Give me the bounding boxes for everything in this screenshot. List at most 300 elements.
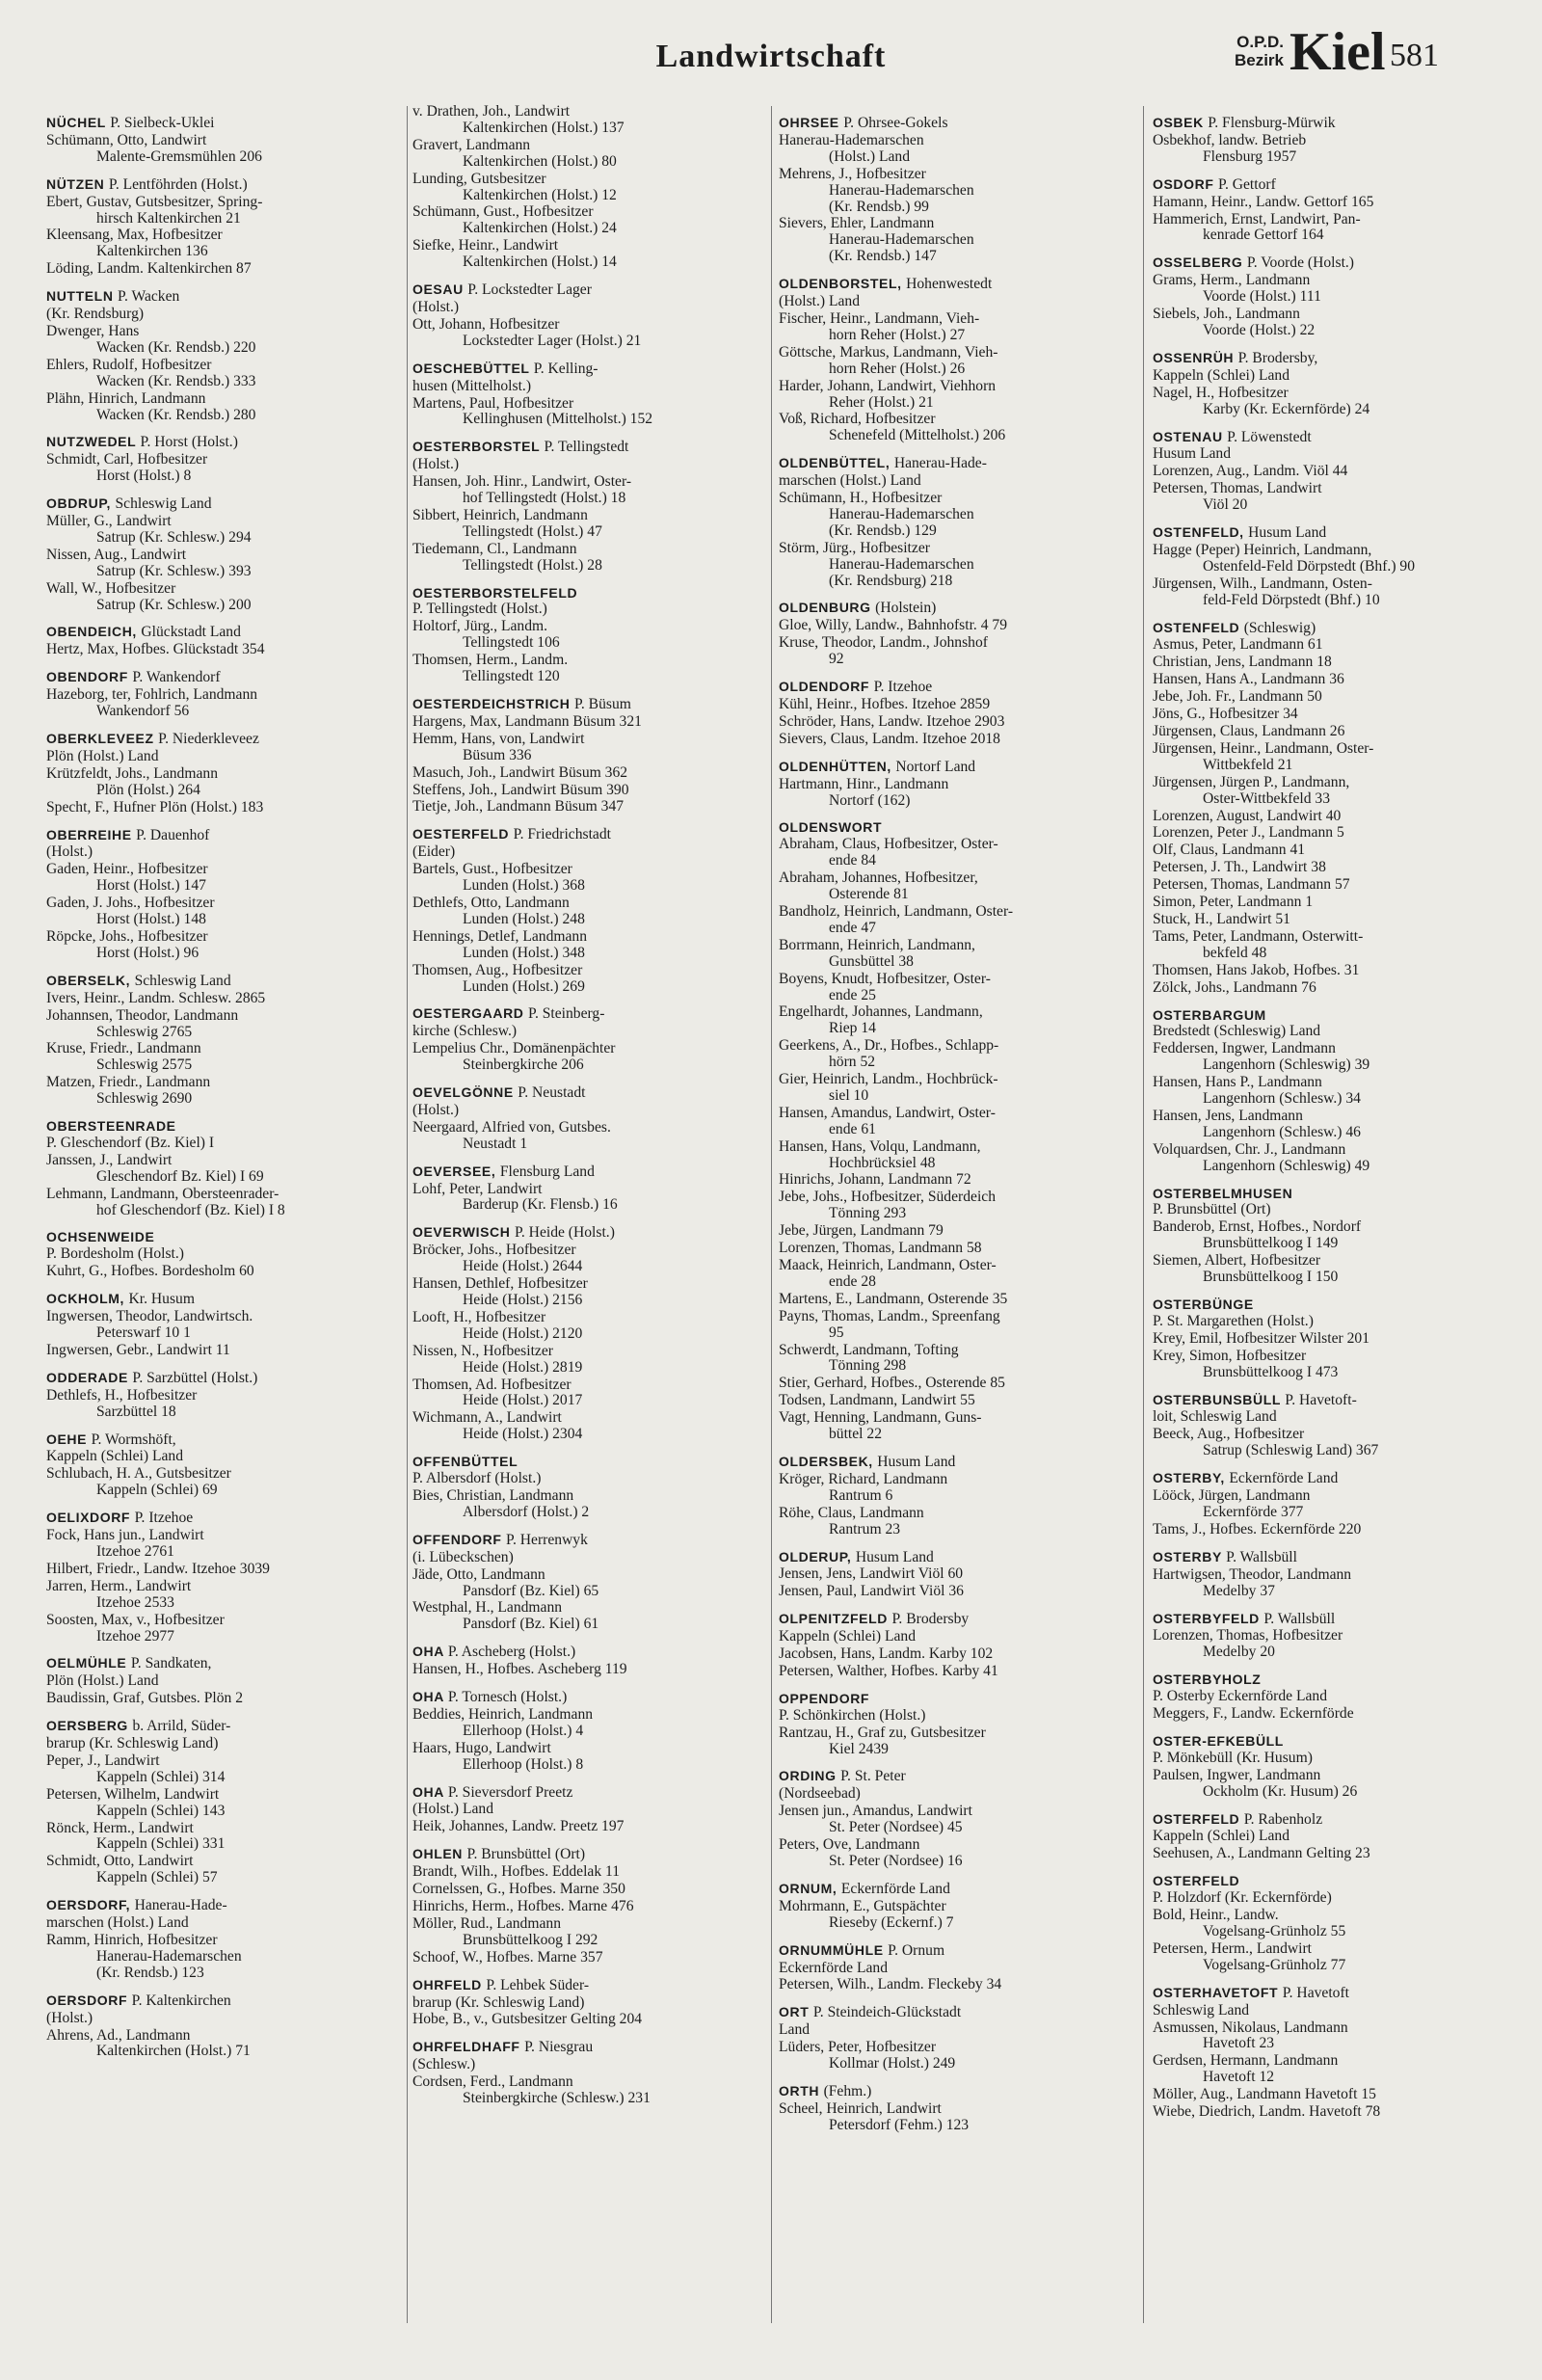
entry-name-line: Möller, Rud., Landmann bbox=[412, 1915, 561, 1932]
directory-entry bbox=[412, 1882, 769, 1898]
entry-name-line: Ott, Johann, Hofbesitzer bbox=[412, 316, 560, 333]
entry-continuation-line: Lunden (Holst.) 348 bbox=[463, 945, 585, 961]
place-heading bbox=[1153, 429, 1517, 446]
entry-name-line: Meggers, F., Landw. Eckernförde bbox=[1153, 1706, 1354, 1723]
place-name: ORTH bbox=[779, 2082, 820, 2099]
directory-entry bbox=[779, 1072, 1143, 1105]
directory-entry bbox=[1153, 368, 1517, 385]
entry-name-line: Lorenzen, August, Landwirt 40 bbox=[1153, 808, 1342, 824]
directory-entry bbox=[412, 929, 769, 962]
entry-name-line: Baudissin, Graf, Gutsbes. Plön 2 bbox=[46, 1691, 244, 1707]
place-name: OSTENFELD, bbox=[1153, 524, 1244, 541]
entry-name-line: Sibbert, Heinrich, Landmann bbox=[412, 507, 588, 523]
entry-name-line: Specht, F., Hufner Plön (Holst.) 183 bbox=[46, 799, 264, 816]
place-postal-detail: P. Wacken bbox=[118, 288, 180, 306]
entry-name-line: Boyens, Knudt, Hofbesitzer, Oster- bbox=[779, 971, 991, 987]
entry-name-line: Kruse, Theodor, Landm., Johnshof bbox=[779, 635, 988, 652]
entry-name-line: marschen (Holst.) Land bbox=[46, 1915, 189, 1932]
page-header bbox=[0, 21, 1542, 89]
directory-entry bbox=[1153, 1890, 1517, 1907]
directory-entry bbox=[412, 765, 769, 782]
entry-continuation-line: Horst (Holst.) 96 bbox=[96, 945, 199, 961]
entry-continuation-line: Gunsbüttel 38 bbox=[829, 953, 914, 970]
entry-name-line: Land bbox=[779, 2022, 811, 2039]
directory-entry bbox=[1153, 741, 1517, 774]
entry-name-line: Hargens, Max, Landmann Büsum 321 bbox=[412, 713, 642, 730]
place-postal-detail: P. Lockstedter Lager bbox=[467, 281, 592, 299]
directory-entry bbox=[412, 1120, 769, 1153]
place-name: OBERKLEVEEZ bbox=[46, 731, 154, 746]
entry-continuation-line: Eckernförde 377 bbox=[1203, 1504, 1304, 1520]
directory-entry bbox=[1153, 2104, 1517, 2121]
entry-continuation-line: Schleswig 2690 bbox=[96, 1091, 193, 1108]
place-heading bbox=[412, 2039, 769, 2056]
place-heading bbox=[779, 455, 1143, 472]
place-name: OSTENFELD bbox=[1153, 619, 1240, 635]
entry-continuation-line: büttel 22 bbox=[829, 1427, 883, 1443]
place-postal-detail: P. Ohrsee-Gokels bbox=[843, 115, 948, 131]
place-postal-detail: P. Itzehoe bbox=[134, 1510, 194, 1527]
entry-continuation-line: Havetoft 23 bbox=[1203, 2036, 1275, 2052]
directory-entry bbox=[779, 1506, 1143, 1538]
entry-continuation-line: horn Reher (Holst.) 27 bbox=[829, 327, 966, 343]
directory-entry bbox=[1153, 481, 1517, 514]
place-postal-detail: P. Rabenholz bbox=[1243, 1810, 1323, 1828]
entry-name-line: Ahrens, Ad., Landmann bbox=[46, 2027, 191, 2044]
directory-entry bbox=[1153, 1109, 1517, 1141]
entry-name-line: Petersen, Thomas, Landwirt bbox=[1153, 481, 1322, 497]
place-name: OESTERFELD bbox=[412, 826, 510, 842]
place-name: OSTER-EFKEBÜLL bbox=[1153, 1732, 1284, 1749]
directory-entry bbox=[46, 1246, 403, 1263]
directory-entry bbox=[46, 1821, 403, 1854]
entry-continuation-line: Horst (Holst.) 8 bbox=[96, 468, 192, 485]
entry-continuation-line: ende 84 bbox=[829, 853, 876, 869]
directory-entry bbox=[412, 1377, 769, 1410]
directory-entry bbox=[779, 1172, 1143, 1189]
directory-entry bbox=[1153, 1409, 1517, 1426]
entry-name-line: Hansen, Dethlef, Hofbesitzer bbox=[412, 1276, 588, 1293]
directory-entry bbox=[779, 777, 1143, 810]
entry-continuation-line: Wacken (Kr. Rendsb.) 280 bbox=[96, 407, 256, 423]
entry-name-line: Soosten, Max, v., Hofbesitzer bbox=[46, 1612, 225, 1628]
place-postal-detail: (Fehm.) bbox=[823, 2082, 872, 2099]
place-name: OSDORF bbox=[1153, 175, 1214, 192]
place-postal-detail: P. Steinberg- bbox=[528, 1005, 605, 1023]
entry-name-line: (Holst.) Land bbox=[779, 294, 861, 310]
place-heading bbox=[1153, 1007, 1517, 1024]
directory-entry bbox=[779, 473, 1143, 490]
place-postal-detail: P. Kelling- bbox=[533, 360, 598, 377]
place-heading bbox=[779, 276, 1143, 293]
directory-entry bbox=[779, 1725, 1143, 1758]
directory-entry bbox=[46, 1736, 403, 1752]
place-name: OSTERBYHOLZ bbox=[1153, 1671, 1262, 1688]
directory-entry bbox=[46, 1041, 403, 1074]
directory-entry bbox=[412, 1550, 769, 1566]
entry-name-line: Hammerich, Ernst, Landwirt, Pan- bbox=[1153, 211, 1361, 227]
directory-entry bbox=[412, 508, 769, 541]
opd-line-1: O.P.D. bbox=[1236, 33, 1284, 51]
entry-name-line: Hamann, Heinr., Landw. Gettorf 165 bbox=[1153, 194, 1374, 210]
entry-continuation-line: Kiel 2439 bbox=[829, 1741, 889, 1757]
place-heading bbox=[1153, 1392, 1517, 1409]
directory-entry bbox=[46, 800, 403, 816]
place-name: OLDENHÜTTEN, bbox=[779, 758, 891, 774]
directory-entry bbox=[1153, 860, 1517, 876]
entry-name-line: Dethlefs, H., Hofbesitzer bbox=[46, 1387, 198, 1404]
entry-name-line: Rönck, Herm., Landwirt bbox=[46, 1820, 194, 1836]
place-name: OFFENBÜTTEL bbox=[412, 1454, 518, 1470]
place-name: OBERSTEENRADE bbox=[46, 1118, 176, 1135]
directory-entry bbox=[412, 2074, 769, 2107]
entry-continuation-line: horn Reher (Holst.) 26 bbox=[829, 361, 966, 377]
directory-entry bbox=[1153, 963, 1517, 979]
place-postal-detail: P. Heide (Holst.) bbox=[514, 1224, 615, 1242]
entry-name-line: Ebert, Gustav, Gutsbesitzer, Spring- bbox=[46, 194, 263, 210]
entry-name-line: Ramm, Hinrich, Hofbesitzer bbox=[46, 1933, 218, 1948]
directory-entry bbox=[1153, 2053, 1517, 2086]
entry-name-line: v. Drathen, Joh., Landwirt bbox=[412, 104, 571, 120]
directory-entry bbox=[779, 1899, 1143, 1932]
directory-entry bbox=[412, 138, 769, 171]
directory-entry bbox=[779, 697, 1143, 713]
entry-continuation-line: Lunden (Holst.) 269 bbox=[463, 978, 585, 995]
entry-name-line: Husum Land bbox=[1153, 446, 1231, 463]
directory-entry bbox=[412, 474, 769, 507]
directory-entry bbox=[779, 1566, 1143, 1583]
entry-continuation-line: Tellingstedt (Holst.) 47 bbox=[463, 523, 602, 540]
place-heading bbox=[1153, 254, 1517, 272]
directory-entry bbox=[1153, 273, 1517, 306]
entry-continuation-line: Steinbergkirche 206 bbox=[463, 1057, 584, 1074]
entry-name-line: (Holst.) bbox=[412, 1102, 460, 1118]
place-postal-detail: P. Havetoft- bbox=[1285, 1391, 1357, 1408]
entry-name-line: Hilbert, Friedr., Landw. Itzehoe 3039 bbox=[46, 1561, 270, 1577]
place-name: OSTERFELD bbox=[1153, 1810, 1240, 1827]
place-heading bbox=[412, 585, 769, 602]
directory-entry bbox=[46, 2028, 403, 2061]
place-heading bbox=[1153, 1611, 1517, 1628]
directory-entry bbox=[412, 1741, 769, 1774]
directory-entry bbox=[779, 1646, 1143, 1663]
entry-name-line: Stier, Gerhard, Hofbes., Osterende 85 bbox=[779, 1376, 1005, 1392]
entry-continuation-line: Heide (Holst.) 2819 bbox=[463, 1359, 583, 1376]
place-heading bbox=[46, 1431, 403, 1449]
entry-name-line: Sievers, Ehler, Landmann bbox=[779, 216, 935, 232]
entry-name-line: P. Mönkebüll (Kr. Husum) bbox=[1153, 1750, 1313, 1766]
entry-continuation-line: Riep 14 bbox=[829, 1021, 876, 1037]
entry-continuation-line: ende 28 bbox=[829, 1273, 876, 1290]
directory-entry bbox=[412, 799, 769, 816]
directory-entry bbox=[412, 862, 769, 895]
entry-name-line: Bartels, Gust., Hofbesitzer bbox=[412, 862, 572, 878]
directory-entry bbox=[1153, 446, 1517, 463]
entry-name-line: Schümann, Otto, Landwirt bbox=[46, 132, 207, 148]
place-heading bbox=[412, 1454, 769, 1470]
place-heading bbox=[779, 819, 1143, 836]
entry-continuation-line: Kellinghusen (Mittelholst.) 152 bbox=[463, 412, 653, 428]
entry-continuation-line: Hochbrücksiel 48 bbox=[829, 1155, 936, 1171]
entry-name-line: Asmussen, Nikolaus, Landmann bbox=[1153, 2019, 1348, 2036]
directory-entry bbox=[412, 1864, 769, 1881]
place-name: OSTERBARGUM bbox=[1153, 1006, 1266, 1023]
place-postal-detail: P. Havetoft bbox=[1282, 1984, 1349, 2001]
directory-entry bbox=[46, 1388, 403, 1421]
place-name: OSTERHAVETOFT bbox=[1153, 1984, 1279, 2000]
directory-entry bbox=[46, 1187, 403, 1219]
directory-entry bbox=[779, 1708, 1143, 1725]
entry-name-line: Gravert, Landmann bbox=[412, 137, 531, 153]
entry-name-line: Martens, E., Landmann, Osterende 35 bbox=[779, 1291, 1008, 1307]
place-postal-detail: Hanerau-Hade- bbox=[134, 1897, 227, 1914]
place-postal-detail: Eckernförde Land bbox=[840, 1880, 950, 1897]
place-postal-detail: P. Wankendorf bbox=[132, 669, 221, 686]
directory-entry bbox=[1153, 543, 1517, 575]
entry-name-line: Kühl, Heinr., Hofbes. Itzehoe 2859 bbox=[779, 697, 991, 712]
entry-name-line: Bandholz, Heinrich, Landmann, Oster- bbox=[779, 903, 1014, 920]
place-name: OEVELGÖNNE bbox=[412, 1084, 514, 1101]
directory-entry bbox=[779, 1977, 1143, 1993]
entry-name-line: Harder, Johann, Landwirt, Viehhorn bbox=[779, 378, 997, 394]
place-postal-detail: P. Niederkleveez bbox=[158, 731, 259, 747]
place-postal-detail: P. Neustadt bbox=[518, 1084, 586, 1102]
directory-entry bbox=[412, 172, 769, 204]
directory-entry bbox=[46, 1613, 403, 1645]
place-postal-detail: P. Büsum bbox=[573, 696, 631, 712]
place-postal-detail: P. Lehbek Süder- bbox=[486, 1976, 590, 1993]
directory-entry bbox=[412, 457, 769, 473]
entry-name-line: Hobe, B., v., Gutsbesitzer Gelting 204 bbox=[412, 2012, 643, 2028]
directory-entry bbox=[412, 714, 769, 731]
entry-continuation-line: Satrup (Kr. Schlesw.) 200 bbox=[96, 597, 252, 613]
entry-name-line: Thomsen, Ad. Hofbesitzer bbox=[412, 1377, 572, 1393]
entry-continuation-line: Satrup (Schleswig Land) 367 bbox=[1203, 1443, 1379, 1459]
directory-entry bbox=[1153, 655, 1517, 671]
place-name: OBENDEICH, bbox=[46, 624, 137, 640]
entry-continuation-line: Oster-Wittbekfeld 33 bbox=[1203, 790, 1330, 807]
place-name: OESCHEBÜTTEL bbox=[412, 360, 530, 376]
entry-name-line: Masuch, Joh., Landwirt Büsum 362 bbox=[412, 764, 628, 781]
place-name: OBENDORF bbox=[46, 669, 128, 685]
entry-name-line: Lempelius Chr., Domänenpächter bbox=[412, 1041, 616, 1057]
entry-continuation-line: (Kr. Rendsb.) 129 bbox=[829, 522, 937, 539]
place-heading bbox=[46, 1291, 403, 1308]
entry-name-line: Bredstedt (Schleswig) Land bbox=[1153, 1024, 1321, 1040]
entry-name-line: Lööck, Jürgen, Landmann bbox=[1153, 1488, 1311, 1505]
entry-name-line: Hemm, Hans, von, Landwirt bbox=[412, 731, 585, 747]
entry-name-line: Thomsen, Aug., Hofbesitzer bbox=[412, 962, 583, 978]
directory-entry bbox=[1153, 1706, 1517, 1723]
directory-entry bbox=[46, 581, 403, 614]
place-postal-detail: P. Tornesch (Holst.) bbox=[447, 1689, 568, 1706]
directory-entry bbox=[1153, 672, 1517, 688]
directory-entry bbox=[412, 1899, 769, 1915]
entry-name-line: Lohf, Peter, Landwirt bbox=[412, 1181, 543, 1197]
entry-continuation-line: siel 10 bbox=[829, 1087, 869, 1104]
entry-name-line: Dethlefs, Otto, Landmann bbox=[412, 895, 570, 911]
directory-entry bbox=[412, 619, 769, 652]
entry-name-line: Holtorf, Jürg., Landm. bbox=[412, 619, 548, 635]
entry-name-line: Petersen, Wilhelm, Landwirt bbox=[46, 1786, 220, 1803]
place-name: OHRFELDHAFF bbox=[412, 2039, 520, 2055]
directory-entry bbox=[779, 294, 1143, 310]
entry-name-line: Matzen, Friedr., Landmann bbox=[46, 1075, 211, 1091]
entry-name-line: Siemen, Albert, Hofbesitzer bbox=[1153, 1253, 1321, 1270]
entry-name-line: Plähn, Hinrich, Landmann bbox=[46, 390, 206, 407]
directory-entry bbox=[46, 991, 403, 1007]
entry-continuation-line: Hanerau-Hademarschen bbox=[829, 556, 974, 573]
entry-name-line: Gaden, J. Johs., Hofbesitzer bbox=[46, 896, 215, 912]
place-postal-detail: Hanerau-Hade- bbox=[893, 455, 987, 472]
directory-entry bbox=[779, 345, 1143, 378]
entry-name-line: Schleswig Land bbox=[1153, 2002, 1250, 2019]
entry-continuation-line: Heide (Holst.) 2017 bbox=[463, 1393, 583, 1409]
place-heading bbox=[779, 759, 1143, 776]
entry-name-line: Seehusen, A., Landmann Gelting 23 bbox=[1153, 1846, 1370, 1862]
entry-name-line: Kleensang, Max, Hofbesitzer bbox=[46, 227, 223, 244]
directory-entry bbox=[1153, 1908, 1517, 1940]
directory-entry bbox=[1153, 637, 1517, 654]
entry-continuation-line: Kaltenkirchen (Holst.) 137 bbox=[463, 120, 625, 136]
entry-continuation-line: hof Tellingstedt (Holst.) 18 bbox=[463, 491, 626, 507]
place-heading bbox=[412, 1005, 769, 1023]
directory-entry bbox=[779, 904, 1143, 937]
place-heading bbox=[1153, 1549, 1517, 1566]
entry-name-line: Schmidt, Carl, Hofbesitzer bbox=[46, 452, 208, 468]
entry-name-line: Wichmann, A., Landwirt bbox=[412, 1410, 562, 1427]
entry-name-line: P. Bordesholm (Holst.) bbox=[46, 1246, 184, 1263]
entry-name-line: Feddersen, Ingwer, Landmann bbox=[1153, 1041, 1336, 1057]
column-3 bbox=[779, 104, 1143, 2360]
place-postal-detail: Schleswig Land bbox=[134, 972, 231, 989]
directory-entry bbox=[46, 862, 403, 895]
entry-continuation-line: Peterswarf 10 1 bbox=[96, 1325, 191, 1341]
entry-continuation-line: hof Gleschendorf (Bz. Kiel) I 8 bbox=[96, 1202, 285, 1218]
place-name: OSTERFELD bbox=[1153, 1873, 1240, 1889]
place-heading bbox=[412, 1644, 769, 1661]
entry-name-line: (Nordseebad) bbox=[779, 1786, 861, 1803]
entry-continuation-line: Büsum 336 bbox=[463, 747, 532, 763]
entry-continuation-line: (Holst.) Land bbox=[829, 148, 911, 165]
directory-entry bbox=[1153, 307, 1517, 339]
entry-name-line: Peters, Ove, Landmann bbox=[779, 1837, 920, 1854]
directory-entry bbox=[1153, 929, 1517, 962]
entry-name-line: Gier, Heinrich, Landm., Hochbrück- bbox=[779, 1072, 998, 1088]
entry-continuation-line: Langenhorn (Schleswig) 39 bbox=[1203, 1057, 1370, 1074]
directory-entry bbox=[46, 1343, 403, 1359]
directory-entry bbox=[412, 542, 769, 575]
entry-name-line: Petersen, Thomas, Landmann 57 bbox=[1153, 877, 1350, 894]
entry-continuation-line: Kaltenkirchen 136 bbox=[96, 244, 208, 260]
directory-entry bbox=[1153, 2003, 1517, 2019]
place-name: OEHE bbox=[46, 1431, 88, 1447]
directory-entry bbox=[46, 1933, 403, 1982]
entry-name-line: brarup (Kr. Schleswig Land) bbox=[46, 1736, 219, 1752]
place-heading bbox=[779, 600, 1143, 617]
entry-name-line: Schmidt, Otto, Landwirt bbox=[46, 1854, 194, 1870]
directory-entry bbox=[1153, 212, 1517, 245]
entry-name-line: Schümann, Gust., Hofbesitzer bbox=[412, 204, 594, 221]
entry-name-line: Volquardsen, Chr. J., Landmann bbox=[1153, 1141, 1346, 1158]
entry-continuation-line: 92 bbox=[829, 652, 844, 668]
place-name: OHRFELD bbox=[412, 1976, 482, 1992]
entry-continuation-line: Schenefeld (Mittelholst.) 206 bbox=[829, 428, 1006, 444]
entry-name-line: P. St. Margarethen (Holst.) bbox=[1153, 1313, 1314, 1329]
place-name: OELMÜHLE bbox=[46, 1655, 127, 1671]
directory-entry bbox=[412, 1103, 769, 1119]
entry-name-line: Hinrichs, Johann, Landmann 72 bbox=[779, 1172, 971, 1189]
place-heading bbox=[1153, 115, 1517, 132]
place-postal-detail: P. Sarzbüttel (Holst.) bbox=[132, 1369, 258, 1386]
place-heading bbox=[46, 434, 403, 451]
place-postal-detail: Schleswig Land bbox=[115, 495, 212, 513]
directory-entry bbox=[46, 514, 403, 547]
place-heading bbox=[1153, 1186, 1517, 1202]
entry-continuation-line: Kappeln (Schlei) 143 bbox=[96, 1803, 226, 1819]
directory-entry bbox=[412, 1819, 769, 1835]
directory-entry bbox=[412, 653, 769, 685]
place-postal-detail: P. Sielbeck-Uklei bbox=[110, 115, 215, 131]
directory-entry bbox=[1153, 724, 1517, 740]
place-heading bbox=[1153, 1470, 1517, 1487]
entry-continuation-line: Satrup (Kr. Schlesw.) 294 bbox=[96, 529, 252, 546]
entry-continuation-line: (Kr. Rendsb.) 123 bbox=[96, 1965, 204, 1981]
entry-continuation-line: ende 61 bbox=[829, 1121, 876, 1137]
entry-name-line: Looft, H., Hofbesitzer bbox=[412, 1309, 546, 1325]
entry-continuation-line: Kaltenkirchen (Holst.) 12 bbox=[463, 187, 617, 203]
place-name: OSTERBUNSBÜLL bbox=[1153, 1391, 1281, 1407]
entry-continuation-line: Osterende 81 bbox=[829, 887, 909, 903]
directory-entry bbox=[779, 379, 1143, 412]
entry-name-line: Engelhardt, Johannes, Landmann, bbox=[779, 1004, 983, 1021]
place-postal-detail: Hohenwestedt bbox=[906, 276, 993, 293]
directory-entry bbox=[412, 238, 769, 271]
entry-continuation-line: Voorde (Holst.) 22 bbox=[1203, 322, 1316, 338]
entry-name-line: (Holst.) Land bbox=[412, 1802, 494, 1818]
place-heading bbox=[46, 1655, 403, 1672]
entry-continuation-line: Brunsbüttelkoog I 473 bbox=[1203, 1364, 1339, 1380]
directory-entry bbox=[779, 1258, 1143, 1291]
place-heading bbox=[46, 1510, 403, 1527]
directory-entry bbox=[779, 1410, 1143, 1443]
place-name: OBERSELK, bbox=[46, 972, 131, 988]
entry-name-line: Schröder, Hans, Landw. Itzehoe 2903 bbox=[779, 713, 1005, 730]
entry-name-line: Kuhrt, G., Hofbes. Bordesholm 60 bbox=[46, 1264, 254, 1280]
place-postal-detail: P. Brunsbüttel (Ort) bbox=[466, 1846, 586, 1863]
entry-name-line: Geerkens, A., Dr., Hofbes., Schlapp- bbox=[779, 1038, 999, 1055]
entry-continuation-line: feld-Feld Dörpstedt (Bhf.) 10 bbox=[1203, 592, 1380, 608]
place-name: OSTENAU bbox=[1153, 428, 1223, 444]
directory-entry bbox=[412, 1182, 769, 1215]
place-name: OESAU bbox=[412, 281, 464, 298]
place-name: NUTZWEDEL bbox=[46, 434, 137, 450]
place-name: ORDING bbox=[779, 1768, 837, 1784]
entry-name-line: Asmus, Peter, Landmann 61 bbox=[1153, 637, 1323, 654]
directory-entry bbox=[779, 1804, 1143, 1836]
entry-name-line: Maack, Heinrich, Landmann, Oster- bbox=[779, 1258, 997, 1273]
entry-name-line: Christian, Jens, Landmann 18 bbox=[1153, 655, 1332, 671]
entry-continuation-line: (Kr. Rendsb.) 99 bbox=[829, 199, 929, 215]
directory-entry bbox=[1153, 1567, 1517, 1600]
place-heading bbox=[412, 1846, 769, 1863]
entry-name-line: Kappeln (Schlei) Land bbox=[46, 1449, 184, 1465]
entry-name-line: loit, Schleswig Land bbox=[1153, 1409, 1277, 1426]
entry-name-line: Simon, Peter, Landmann 1 bbox=[1153, 895, 1314, 911]
entry-continuation-line: Itzehoe 2977 bbox=[96, 1628, 174, 1645]
directory-entry bbox=[46, 1787, 403, 1820]
place-heading bbox=[46, 973, 403, 990]
